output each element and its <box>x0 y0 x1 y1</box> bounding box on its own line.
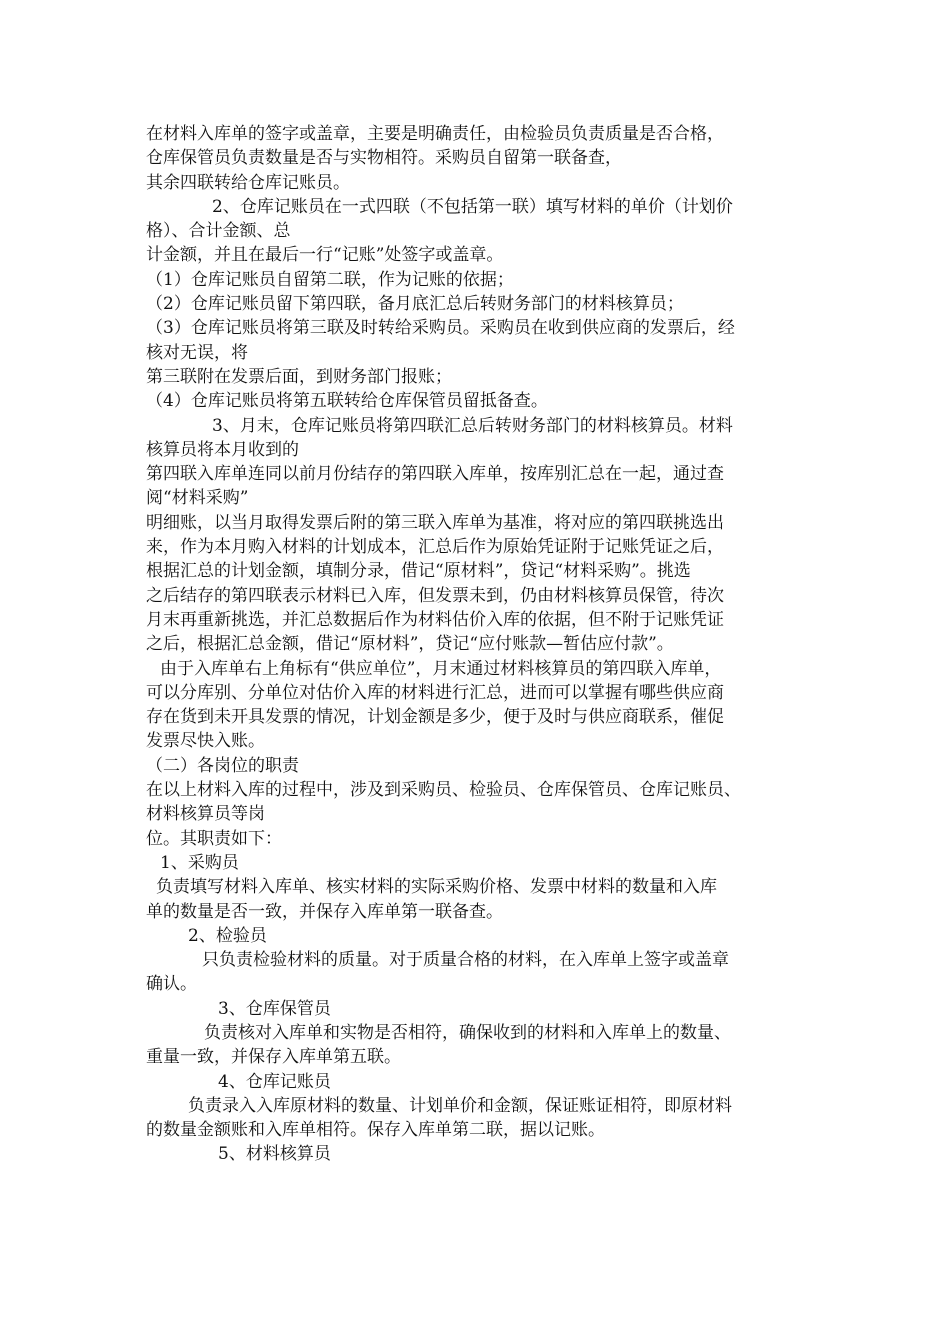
text-line: 之后结存的第四联表示材料已入库，但发票未到，仍由材料核算员保管，待次 <box>146 585 724 606</box>
item-heading: 1、采购员 <box>160 852 239 873</box>
text-line: （3）仓库记账员将第三联及时转给采购员。采购员在收到供应商的发票后，经 <box>146 318 735 339</box>
text-line: 计金额，并且在最后一行“记账”处签字或盖章。 <box>146 245 504 266</box>
text-line: 根据汇总的计划金额，填制分录，借记“原材料”，贷记“材料采购”。挑选 <box>146 561 691 582</box>
text-line: 负责录入入库原材料的数量、计划单价和金额，保证账证相符，即原材料 <box>188 1095 732 1116</box>
text-line: 第三联附在发票后面，到财务部门报账； <box>146 366 452 387</box>
item-heading: 2、检验员 <box>188 925 267 946</box>
text-line: 在材料入库单的签字或盖章，主要是明确责任，由检验员负责质量是否合格， <box>146 124 724 144</box>
text-line: 材料核算员等岗 <box>146 804 265 825</box>
text-line: 发票尽快入账。 <box>146 731 265 752</box>
text-line: 可以分库别、分单位对估价入库的材料进行汇总，进而可以掌握有哪些供应商 <box>146 682 724 703</box>
text-line: 存在货到未开具发票的情况，计划金额是多少，便于及时与供应商联系，催促 <box>146 707 724 728</box>
text-line: 3、月末，仓库记账员将第四联汇总后转财务部门的材料核算员。材料 <box>212 415 733 436</box>
text-line: 负责填写材料入库单、核实材料的实际采购价格、发票中材料的数量和入库 <box>156 877 717 898</box>
text-line: 负责核对入库单和实物是否相符，确保收到的材料和入库单上的数量、 <box>204 1022 731 1043</box>
item-heading: 4、仓库记账员 <box>218 1071 331 1092</box>
section-heading: （二）各岗位的职责 <box>146 755 299 776</box>
text-line: 2、仓库记账员在一式四联（不包括第一联）填写材料的单价（计划价 <box>212 196 733 217</box>
text-line: 来，作为本月购入材料的计划成本，汇总后作为原始凭证附于记账凭证之后， <box>146 537 724 558</box>
text-line: 核算员将本月收到的 <box>146 439 299 460</box>
item-heading: 5、材料核算员 <box>218 1144 331 1165</box>
text-line: 重量一致，并保存入库单第五联。 <box>146 1047 401 1068</box>
item-heading: 3、仓库保管员 <box>218 998 331 1019</box>
text-line: 第四联入库单连同以前月份结存的第四联入库单，按库别汇总在一起，通过查 <box>146 464 724 485</box>
text-line: 单的数量是否一致，并保存入库单第一联备查。 <box>146 901 503 922</box>
text-line: （1）仓库记账员自留第二联，作为记账的依据； <box>146 269 514 290</box>
text-line: （4）仓库记账员将第五联转给仓库保管员留抵备查。 <box>146 391 548 412</box>
text-line: 明细账，以当月取得发票后附的第三联入库单为基准，将对应的第四联挑选出 <box>146 512 724 533</box>
text-line: 由于入库单右上角标有“供应单位”，月末通过材料核算员的第四联入库单， <box>160 658 722 679</box>
text-line: 格）、合计金额、总 <box>146 221 291 242</box>
text-line: 月末再重新挑选，并汇总数据后作为材料估价入库的依据，但不附于记账凭证 <box>146 609 724 630</box>
text-line: 在以上材料入库的过程中，涉及到采购员、检验员、仓库保管员、仓库记账员、 <box>146 780 741 801</box>
text-line: 阅“材料采购” <box>146 488 249 509</box>
text-line: 确认。 <box>146 974 197 995</box>
text-line: （2）仓库记账员留下第四联，备月底汇总后转财务部门的材料核算员； <box>146 294 684 315</box>
document-page <box>146 122 816 1167</box>
text-line: 核对无误，将 <box>146 342 248 363</box>
text-line: 位。其职责如下： <box>146 828 282 849</box>
text-line: 仓库保管员负责数量是否与实物相符。采购员自留第一联备查， <box>146 148 622 169</box>
text-line: 的数量金额账和入库单相符。保存入库单第二联，据以记账。 <box>146 1120 605 1141</box>
text-line: 之后，根据汇总金额，借记“原材料”，贷记“应付账款—暂估应付款”。 <box>146 634 674 655</box>
text-line: 只负责检验材料的质量。对于质量合格的材料，在入库单上签字或盖章 <box>202 950 729 971</box>
text-line: 其余四联转给仓库记账员。 <box>146 172 350 193</box>
